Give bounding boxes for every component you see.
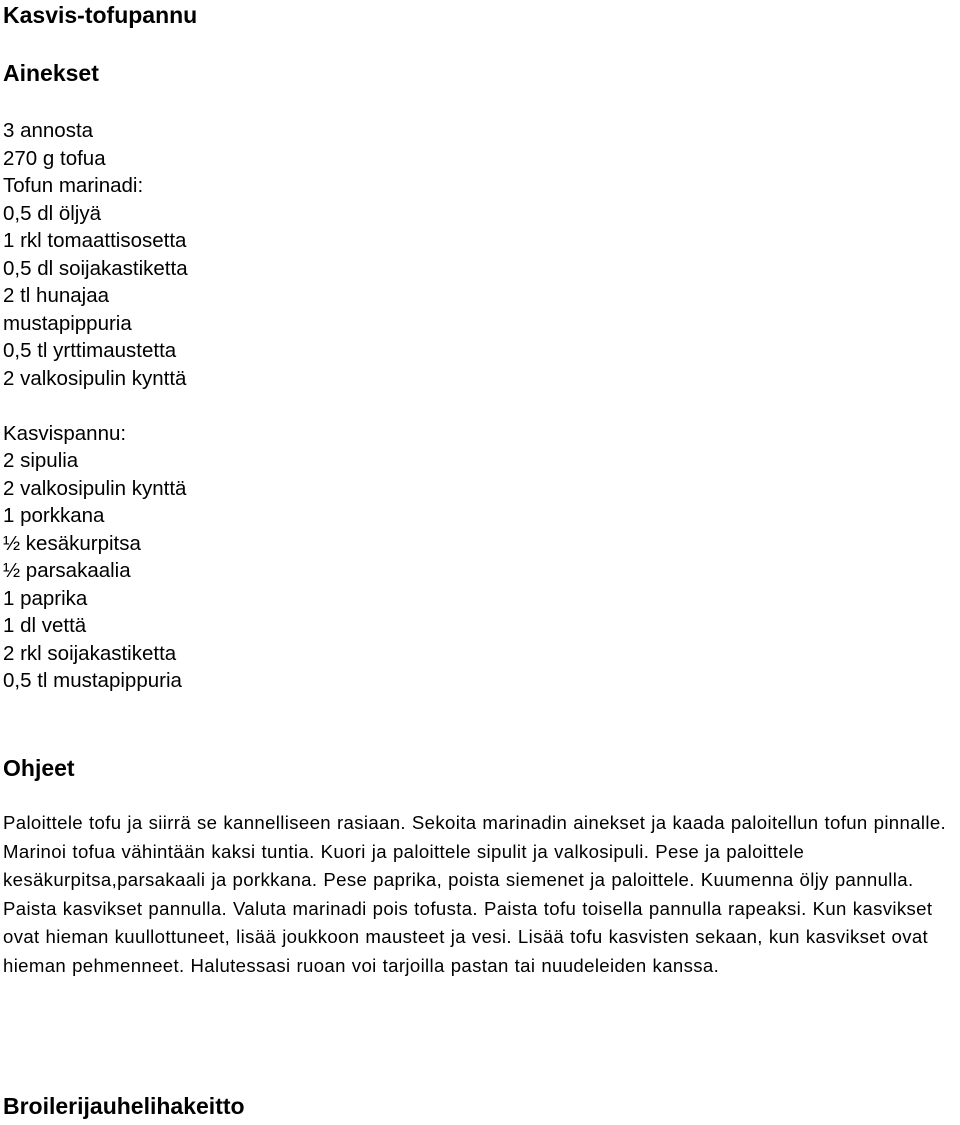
next-recipe-title: Broilerijauhelihakeitto bbox=[3, 1093, 245, 1119]
ingredient-item: 2 valkosipulin kynttä bbox=[3, 476, 187, 500]
ingredient-item: 3 annosta bbox=[3, 119, 94, 142]
ingredient-item: 2 sipulia bbox=[3, 449, 79, 472]
instructions-paragraph: Paloittele tofu ja siirrä se kannelliseen rasiaan. Sekoita marinadin ainekset ja kaada paloitellun tofun pinnalle. Marinoi tofua vähintään kaksi tuntia. Kuori ja paloittele sipulit ja valkosipuli. Pese ja paloittele kesäkurpitsa,parsakaali ja porkkana. Pese paprika, poista siemenet ja paloittele. Kuumenna öljy pannulla. Paista kasvikset pannulla. Valuta marinadi pois tofusta. Paista tofu toisella pannulla rapeaksi. Kun kasvikset ovat hieman kuullottuneet, lisää joukkoon mausteet ja vesi. Lisää tofu kasvisten sekaan, kun kasvikset ovat hieman pehmenneet. Halutessasi ruoan voi tarjoilla pastan tai nuudeleiden kanssa. bbox=[3, 812, 947, 976]
ingredient-item: 1 dl vettä bbox=[3, 614, 87, 637]
ingredient-list bbox=[3, 117, 188, 695]
ingredient-item: 0,5 tl mustapippuria bbox=[3, 669, 182, 692]
ingredient-item: mustapippuria bbox=[3, 311, 132, 335]
ingredient-spacer bbox=[3, 392, 188, 420]
ingredient-item: 2 valkosipulin kynttä bbox=[3, 366, 187, 390]
ingredient-item: 0,5 dl öljyä bbox=[3, 201, 102, 225]
ingredients-heading: Ainekset bbox=[3, 60, 99, 86]
instructions-heading: Ohjeet bbox=[3, 755, 75, 781]
ingredient-item: 1 rkl tomaattisosetta bbox=[3, 229, 187, 252]
ingredient-item: 270 g tofua bbox=[3, 146, 106, 170]
ingredient-item: 1 porkkana bbox=[3, 504, 105, 527]
ingredient-item: 0,5 dl soijakastiketta bbox=[3, 256, 188, 280]
ingredient-item: ½ parsakaalia bbox=[3, 559, 131, 582]
ingredient-item: Tofun marinadi: bbox=[3, 174, 144, 197]
ingredient-item: 2 rkl soijakastiketta bbox=[3, 641, 177, 665]
ingredient-item: 0,5 tl yrttimaustetta bbox=[3, 339, 177, 362]
recipe-title: Kasvis-tofupannu bbox=[3, 2, 198, 28]
ingredient-item: ½ kesäkurpitsa bbox=[3, 531, 141, 555]
ingredient-item: 2 tl hunajaa bbox=[3, 284, 110, 307]
ingredient-item: Kasvispannu: bbox=[3, 421, 127, 445]
ingredient-item: 1 paprika bbox=[3, 586, 88, 610]
